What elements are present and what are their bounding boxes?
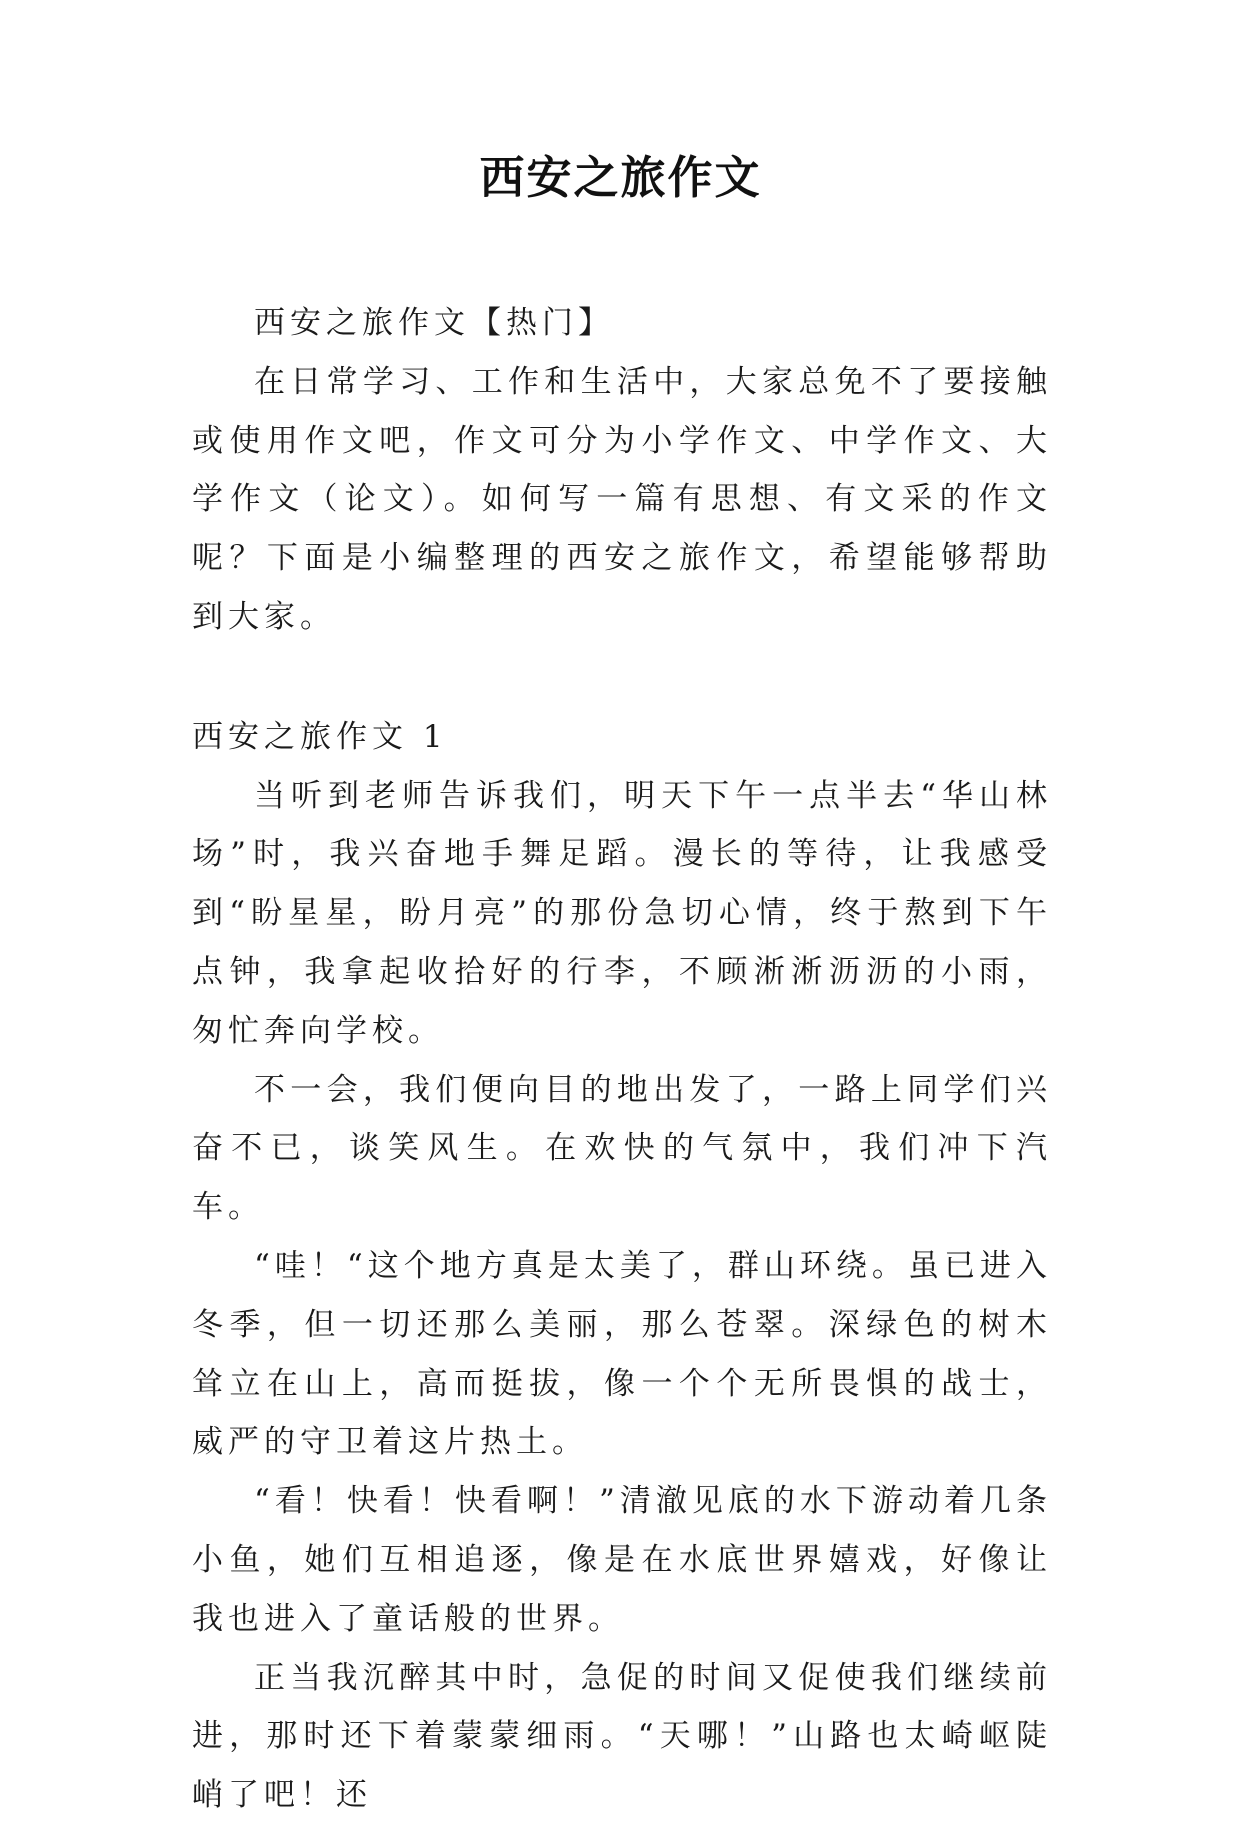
document-body [192,294,1052,1825]
document-subtitle: 西安之旅作文【热门】 [254,305,614,341]
paragraph-spacer [192,647,1052,708]
body-paragraph: 正当我沉醉其中时，急促的时间又促使我们继续前进，那时还下着蒙蒙细雨。“天哪！”山路也太崎岖陡峭了吧！还 [192,1659,1052,1814]
body-paragraph: 不一会，我们便向目的地出发了，一路上同学们兴奋不已，谈笑风生。在欢快的气氛中，我们冲下汽车。 [192,1071,1052,1226]
section-heading: 西安之旅作文 1 [192,718,448,755]
intro-paragraph: 在日常学习、工作和生活中，大家总免不了要接触或使用作文吧，作文可分为小学作文、中学作文、大学作文（论文）。如何写一篇有思想、有文采的作文呢？下面是小编整理的西安之旅作文，希望能够帮助到大家。 [192,363,1052,635]
body-paragraph: “哇！“这个地方真是太美了，群山环绕。虽已进入冬季，但一切还那么美丽，那么苍翠。深绿色的树木耸立在山上，高而挺拔，像一个个无所畏惧的战士，威严的守卫着这片热土。 [192,1247,1052,1461]
body-paragraph: “看！快看！快看啊！”清澈见底的水下游动着几条小鱼，她们互相追逐，像是在水底世界嬉戏，好像让我也进入了童话般的世界。 [192,1483,1052,1637]
document-title: 西安之旅作文 [479,151,762,204]
body-paragraph: 当听到老师告诉我们，明天下午一点半去“华山林场”时，我兴奋地手舞足蹈。漫长的等待，让我感受到“盼星星，盼月亮”的那份急切心情，终于熬到下午点钟，我拿起收拾好的行李，不顾淅淅沥沥的小雨，匆忙奔向学校。 [192,777,1052,1049]
